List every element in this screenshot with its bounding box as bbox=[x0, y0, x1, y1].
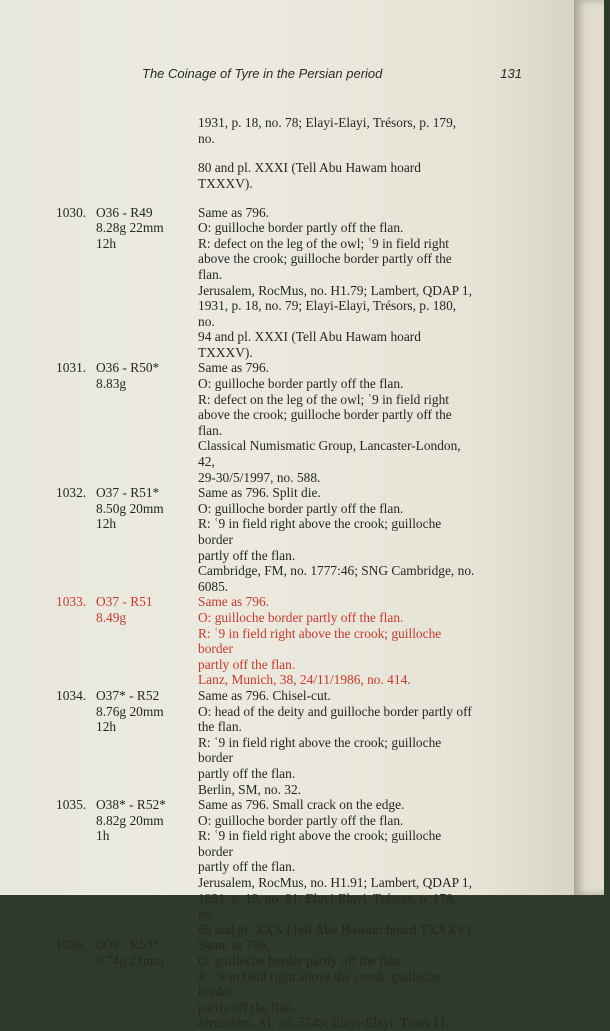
text-line: R: ʿ9 in field right above the crook; guilloche border bbox=[198, 828, 442, 859]
die-pair: O37 - R51 bbox=[96, 594, 153, 610]
text-line: Same as 796. bbox=[198, 594, 270, 610]
text-line: above the crook; guilloche border partly off the flan. bbox=[198, 251, 452, 282]
entry-specs bbox=[56, 937, 198, 1031]
text-line: R: ʿ9 in field right above the crook; guilloche border bbox=[198, 516, 442, 548]
page-number: 131 bbox=[500, 66, 522, 81]
text-line: Same as 796. bbox=[198, 937, 270, 953]
text-line: 1931, p. 19, no. 91; Elayi-Elayi, Trésors, p. 178, no. bbox=[198, 890, 457, 922]
text-line: Jerusalem, RocMus, no. H1.91; Lambert, QDAP 1, bbox=[198, 875, 472, 891]
continuation-text bbox=[198, 115, 476, 191]
entry-description bbox=[198, 594, 476, 688]
weight-size: 8.76g 20mm bbox=[96, 703, 164, 719]
text-line: the flan. bbox=[198, 719, 242, 735]
catalogue-entry bbox=[56, 594, 476, 688]
text-line: partly off the flan. bbox=[198, 999, 296, 1015]
text-line: R: ʿ9 in field right above the crook; guilloche border bbox=[198, 734, 442, 766]
entry-number: 1032. bbox=[56, 485, 87, 501]
weight-size: 8.28g 22mm bbox=[96, 220, 164, 236]
text-line: Jerusalem, AI, no. 5549; Elayi-Elayi, Trans 11, bbox=[198, 1015, 450, 1031]
entry-number: 1030. bbox=[56, 204, 87, 220]
weight-size: 8.83g bbox=[96, 376, 127, 392]
text-line: Classical Numismatic Group, Lancaster-London, 42, bbox=[198, 438, 461, 470]
text-line: R: ʿ9 in field right above the crook; guilloche border bbox=[198, 968, 442, 1000]
entry-description bbox=[198, 688, 476, 797]
text-line: Cambridge, FM, no. 1777:46; SNG Cambridge, no. bbox=[198, 563, 475, 579]
text-line: Same as 796. Chisel-cut. bbox=[198, 687, 331, 703]
text-line: 94 and pl. XXXI (Tell Abu Hawam hoard TXXXV). bbox=[198, 329, 421, 360]
text-line: O: guilloche border partly off the flan. bbox=[198, 500, 404, 516]
entry-specs bbox=[56, 205, 198, 361]
text-line: O: head of the deity and guilloche border partly off bbox=[198, 703, 472, 719]
running-head bbox=[142, 66, 532, 86]
catalogue-entry bbox=[56, 485, 476, 594]
text-line: Berlin, SM, no. 32. bbox=[198, 781, 302, 797]
text-line: 1931, p. 18, no. 78; Elayi-Elayi, Trésors, p. 179, no. bbox=[198, 115, 457, 146]
die-pair: O37* - R52 bbox=[96, 687, 160, 703]
text-line: Same as 796. Split die. bbox=[198, 485, 321, 501]
text-line: Same as 796. bbox=[198, 204, 270, 220]
text-line: 69 and pl. XXX (Tell Abu Hawam hoard TXXXV). bbox=[198, 921, 475, 937]
text-line: R: defect on the leg of the owl; ʿ9 in field right bbox=[198, 235, 450, 251]
catalogue-entry bbox=[56, 937, 476, 1031]
entry-specs bbox=[56, 594, 198, 688]
text-line: Same as 796. bbox=[198, 360, 270, 376]
weight-size: 8.50g 20mm bbox=[96, 500, 164, 516]
text-line: partly off the flan. bbox=[198, 547, 296, 563]
weight-size: 8.49g bbox=[96, 609, 127, 625]
die-pair: O36 - R50* bbox=[96, 360, 160, 376]
text-line: O: guilloche border partly off the flan. bbox=[198, 376, 404, 392]
text-line: partly off the flan. bbox=[198, 765, 296, 781]
die-pair: O38* - R52* bbox=[96, 797, 166, 813]
text-line: O: guilloche border partly off the flan. bbox=[198, 953, 404, 969]
entry-number: 1035. bbox=[56, 797, 87, 813]
text-line: Lanz, Munich, 38, 24/11/1986, no. 414. bbox=[198, 672, 411, 688]
text-line: O: guilloche border partly off the flan. bbox=[198, 609, 404, 625]
catalogue-entry bbox=[56, 797, 476, 937]
text-line: above the crook; guilloche border partly off the flan. bbox=[198, 407, 452, 438]
die-axis: 1h bbox=[96, 828, 110, 844]
text-line: 29-30/5/1997, no. 588. bbox=[198, 469, 321, 485]
entry-list bbox=[56, 205, 476, 1031]
text-line: partly off the flan. bbox=[198, 859, 296, 875]
entry-specs bbox=[56, 485, 198, 594]
entry-specs bbox=[56, 688, 198, 797]
entry-number: 1031. bbox=[56, 360, 87, 376]
entry-number: 1034. bbox=[56, 687, 87, 703]
text-line: 1931, p. 18, no. 79; Elayi-Elayi, Trésors, p. 180, no. bbox=[198, 298, 457, 329]
text-line: partly off the flan. bbox=[198, 656, 296, 672]
die-axis: 12h bbox=[96, 516, 117, 532]
text-line: R: ʿ9 in field right above the crook; guilloche border bbox=[198, 625, 442, 657]
catalogue-entry bbox=[56, 360, 476, 485]
entry-description bbox=[198, 485, 476, 594]
text-line: O: guilloche border partly off the flan. bbox=[198, 220, 404, 236]
entry-number: 1036. bbox=[56, 937, 87, 953]
entry-description bbox=[198, 937, 476, 1031]
page-edge bbox=[574, 0, 610, 895]
entry-description bbox=[198, 360, 476, 485]
catalogue-entry bbox=[56, 688, 476, 797]
weight-size: 8.82g 20mm bbox=[96, 812, 164, 828]
die-pair: O37 - R51* bbox=[96, 485, 160, 501]
entry-number: 1033. bbox=[56, 594, 87, 610]
catalogue-entries bbox=[56, 102, 476, 1031]
die-axis: 12h bbox=[96, 719, 117, 735]
entry-description bbox=[198, 797, 476, 937]
entry-description bbox=[198, 205, 476, 361]
die-pair: O36 - R49 bbox=[96, 204, 153, 220]
die-pair: O38 - R53* bbox=[96, 937, 160, 953]
catalogue-entry bbox=[56, 205, 476, 361]
text-line: R: defect on the leg of the owl; ʿ9 in field right bbox=[198, 391, 450, 407]
text-line: 6085. bbox=[198, 578, 229, 594]
text-line: Same as 796. Small crack on the edge. bbox=[198, 797, 405, 813]
text-line: 80 and pl. XXXI (Tell Abu Hawam hoard TXXXV). bbox=[198, 159, 421, 191]
text-line: O: guilloche border partly off the flan. bbox=[198, 812, 404, 828]
entry-specs bbox=[56, 797, 198, 937]
entry-specs bbox=[56, 360, 198, 485]
weight-size: 8.74g 21mm bbox=[96, 953, 164, 969]
text-line: Jerusalem, RocMus, no. H1.79; Lambert, QDAP 1, bbox=[198, 282, 472, 298]
running-title: The Coinage of Tyre in the Persian period bbox=[142, 66, 383, 81]
die-axis: 12h bbox=[96, 235, 117, 251]
